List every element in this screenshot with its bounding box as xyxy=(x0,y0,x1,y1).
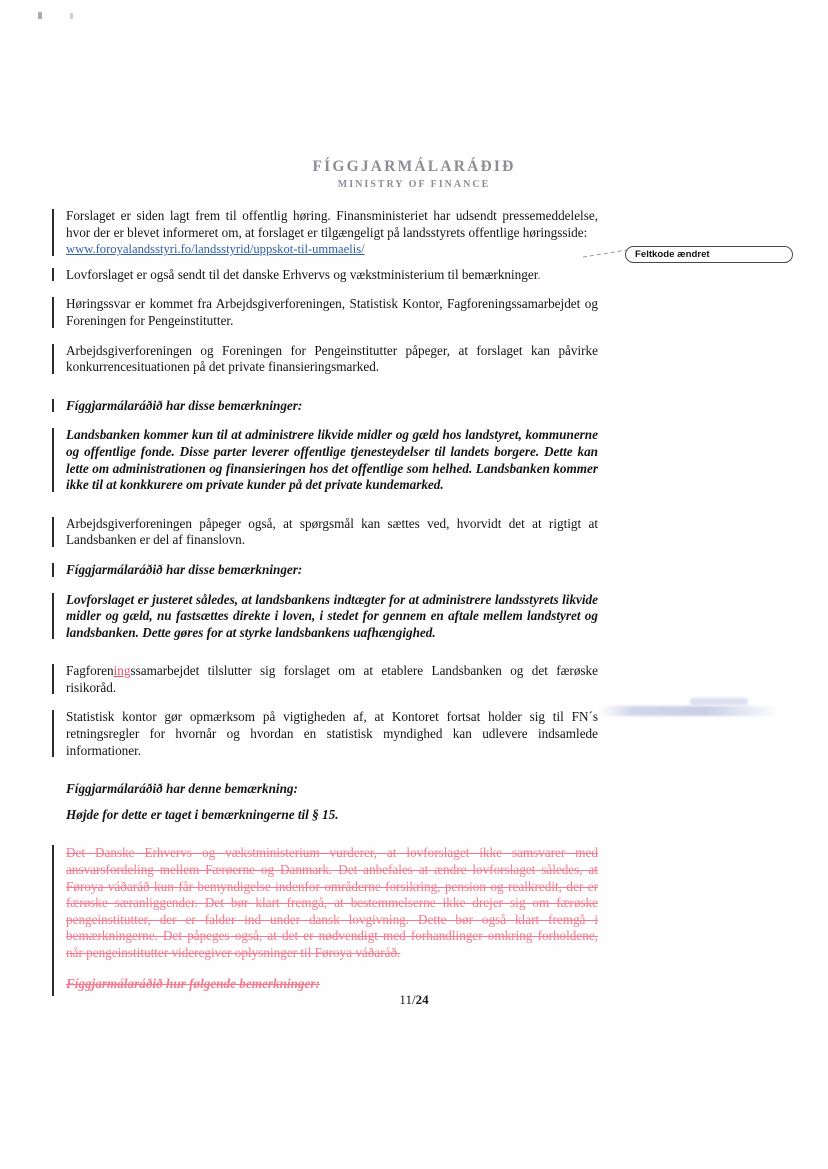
inserted-period: . xyxy=(537,266,541,282)
organization-subtitle: MINISTRY OF FINANCE xyxy=(337,179,491,190)
paragraph-landsbanken-scope xyxy=(52,427,598,493)
paragraph-text: Arbejdsgiverforeningen påpeger også, at spørgsmål kan sættes ved, hvorvidt det at rigtigt at Landsbanken er del af finanslovn. xyxy=(66,515,598,548)
deleted-heading-ministry-remarks xyxy=(52,976,598,993)
heading-ministry-remarks-2 xyxy=(52,562,598,579)
page-footer xyxy=(0,992,828,1008)
page-number-current: 11 xyxy=(399,992,412,1007)
paragraph-employers-association-question xyxy=(52,516,598,549)
comment-balloon[interactable] xyxy=(625,246,793,263)
page-number-separator: / xyxy=(411,992,416,1007)
inserted-text: ing xyxy=(113,663,131,679)
deleted-paragraph-danish-ministry xyxy=(52,845,598,961)
comment-balloon-label: Feltkode ændret xyxy=(635,249,710,260)
letterhead xyxy=(0,158,828,190)
heading-text: Fíggjarmálaráðið har denne bemærkning: xyxy=(66,781,298,797)
scan-smudge xyxy=(600,706,778,716)
organization-name: FÍGGJARMÁLARÁÐIÐ xyxy=(312,158,516,175)
paragraph-text: Højde for dette er taget i bemærkningerne til § 15. xyxy=(66,806,339,822)
paragraph-text: Statistisk kontor gør opmærksom på vigtigheden af, at Kontoret fortsat holder sig til FN´s retningsregler for hvornår og hvordan en statistisk myndighed kan udlevere indsamlede informationer. xyxy=(66,709,598,758)
paragraph-bill-adjusted xyxy=(52,592,598,642)
document-body xyxy=(52,208,598,992)
paragraph-text: Høringssvar er kommet fra Arbejdsgiverforeningen, Statistisk Kontor, Fagforeningssamarbejdet og Foreningen for Pengeinstitutter. xyxy=(66,296,598,328)
paragraph-responses-received xyxy=(52,296,598,329)
scan-artifact-speck xyxy=(38,12,42,19)
paragraph-text: Landsbanken kommer kun til at administrere likvide midler og gæld hos landstyret, kommunerne og offentlige fonde. Disse parter leverer offentlige tjenesteydelser til landets borgere. Dette kan lette om administrationen og finansieringen hos det offentlige som helhed. Landsbanken kommer ikke til at konkkurere om private kunder på det private kundemarked. xyxy=(66,427,598,493)
paragraph-hearing-notice xyxy=(52,208,598,258)
paragraph-reference-section-15 xyxy=(52,807,598,824)
scan-artifact-speck xyxy=(70,13,73,19)
paragraph-sent-to-ministry xyxy=(52,267,598,284)
hearing-page-link[interactable]: www.foroyalandsstyri.fo/landsstyrid/uppskot-til-ummaelis/ xyxy=(66,242,365,257)
paragraph-text: Arbejdsgiverforeningen og Foreningen for Pengeinstitutter påpeger, at forslaget kan påvirke konkurrencesituationen på det private finansieringsmarked. xyxy=(66,342,598,375)
paragraph-competition-concern xyxy=(52,343,598,376)
deleted-text: Det Danske Erhvervs og vækstministerium vurderer, at lovforslaget ikke samsvarer med ansvarsfordeling mellem Færøerne og Danmark. Det anbefales at ændre lovforslaget således, at Føroya váðaráð kun får bemyndigelse indenfor områderne forsikring, pension og realkredit, der er færøske særanliggender. Det bør klart fremgå, at bestemmelserne ikke drejer sig om færøske pengeinstitutter, der er falder ind under dansk lovgivning. Dette bør også klart fremgå i bemærkningerne. Det påpeges også, at det er nødvendigt med forhandlinger omkring forholdene, når pengeinstitutter videregiver oplysninger til Føroya váðaráð. xyxy=(66,845,598,960)
heading-text: Fíggjarmálaráðið har disse bemærkninger: xyxy=(66,397,303,413)
paragraph-line: Forslaget er siden lagt frem til offentlig høring. Finansministeriet har udsendt pressemeddelelse, xyxy=(66,208,598,223)
deleted-text: Fíggjarmálaráðið hur følgende bemerkninger: xyxy=(66,975,320,991)
page-number-total: 24 xyxy=(415,992,429,1007)
paragraph-text: Lovforslaget er også sendt til det danske Erhvervs og vækstministerium til bemærkninger xyxy=(66,266,538,282)
paragraph-statistics-office xyxy=(52,709,598,759)
scan-smudge xyxy=(690,698,748,705)
paragraph-line: hvor der er blevet informeret om, at forslaget er tilgængeligt på landsstyrets offentlige høringsside: xyxy=(66,224,588,240)
heading-text: Fíggjarmálaráðið har disse bemærkninger: xyxy=(66,561,303,577)
heading-ministry-remarks-1 xyxy=(52,398,598,415)
paragraph-text: Lovforslaget er justeret således, at landsbankens indtægter for at administrere landsstyrets likvide midler og gæld, nu fastsættes direkte i loven, i stedet for gennem en aftale mellem landstyret og landsbanken. Dette gøres for at styrke landsbankens uafhængighed. xyxy=(66,591,598,640)
paragraph-text-post: ssamarbejdet tilslutter sig forslaget om at etablere Landsbanken og det færøske risikoråd. xyxy=(66,663,598,695)
paragraph-union-support xyxy=(52,663,598,696)
paragraph-text-pre: Fagforen xyxy=(66,663,114,679)
heading-ministry-remark-3 xyxy=(52,781,598,798)
